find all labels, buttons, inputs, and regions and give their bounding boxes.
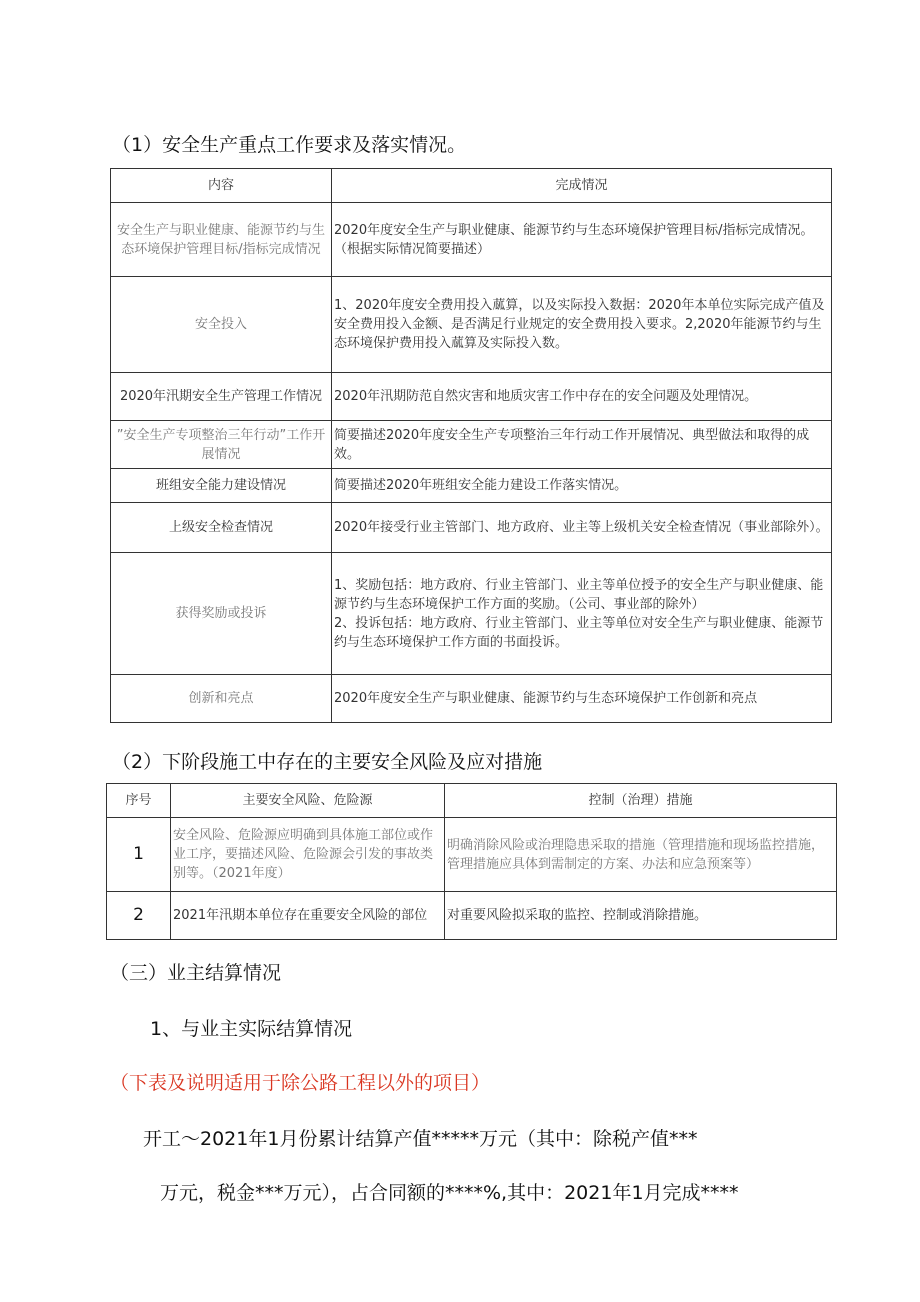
section3-subtitle: 1、与业主实际结算情况 <box>150 1018 353 1040</box>
table-row-item: 获得奖励或投诉 <box>111 553 332 675</box>
safety-work-table <box>110 168 832 723</box>
table-row-item: 安全生产与职业健康、能源节约与生态环境保护管理目标/指标完成情况 <box>111 203 332 277</box>
table-row-no: 2 <box>107 892 171 940</box>
table-header-measure: 控制（治理）措施 <box>445 784 837 818</box>
table-row-status: 1、2020年度安全费用投入蓏算，以及实际投入数据：2020年本单位实际完成产值及安全费用投入金额、是否满足行业规定的安全费用投入要求。2,2020年能源节约与生态环境保护费用投入蓏算及实际投入数。 <box>332 277 832 373</box>
table-row-item: 安全投入 <box>111 277 332 373</box>
table-row-measure: 明确消除风险或治理隐患采取的措施（管理措施和现场监控措施，管理措施应具体到需制定的方案、办法和应急预案等） <box>445 818 837 892</box>
table-row-status <box>332 553 832 675</box>
table-row-measure: 对重要风险拟采取的监控、控制或消除措施。 <box>445 892 837 940</box>
table-row-status: 2020年度安全生产与职业健康、能源节约与生态环境保护工作创新和亮点 <box>332 675 832 723</box>
table-row-no: 1 <box>107 818 171 892</box>
section3-title: （三）业主结算情况 <box>110 962 282 984</box>
table-row-status: 2020年度安全生产与职业健康、能源节约与生态环境保护管理目标/指标完成情况。（根据实际情况简要描述） <box>332 203 832 277</box>
table-row-item: 班组安全能力建设情况 <box>111 469 332 503</box>
table-row-status: 2020年接受行业主管部门、地方政府、业主等上级机关安全检查情况（事业部除外）。 <box>332 503 832 553</box>
settlement-paragraph-line2: 万元，税金***万元），占合同额的****%,其中：2021年1月完成**** <box>160 1182 739 1204</box>
table-row-item: 上级安全检查情况 <box>111 503 332 553</box>
table-row-item: 创新和亮点 <box>111 675 332 723</box>
section1-title: （1）安全生产重点工作要求及落实情况。 <box>112 134 467 156</box>
table-row-risk: 2021年汛期本单位存在重要安全风险的部位 <box>171 892 445 940</box>
settlement-paragraph-line1: 开工〜2021年1月份累计结算产值*****万元（其中：除税产值*** <box>143 1128 698 1150</box>
table-row-status: 简要描述2020年班组安全能力建设工作落实情况。 <box>332 469 832 503</box>
table-header-risk: 主要安全风险、危险源 <box>171 784 445 818</box>
table-header-content: 内容 <box>111 169 332 203</box>
complaint-text: 2、投诉包括：地方政府、行业主管部门、业主等单位对安全生产与职业健康、能源节约与生态环境保护工作方面的书面投诉。 <box>334 615 824 650</box>
table-row-status: 2020年汛期防范自然灾害和地质灾害工作中存在的安全问题及处理情况。 <box>332 373 832 421</box>
risk-table <box>106 783 837 940</box>
table-header-no: 序号 <box>107 784 171 818</box>
table-header-status: 完成情况 <box>332 169 832 203</box>
applicability-note: （下表及说明适用于除公路工程以外的项目） <box>110 1072 491 1094</box>
table-row-item: ”安全生产专项整治三年行动”工作开展情况 <box>111 421 332 469</box>
reward-text: 1、奖励包括：地方政府、行业主管部门、业主等单位授予的安全生产与职业健康、能源节约与生态环境保护工作方面的奖励。（公司、事业部的除外） <box>334 577 824 612</box>
section2-title: （2）下阶段施工中存在的主要安全风险及应对措施 <box>112 751 543 773</box>
table-row-status: 简要描述2020年度安全生产专项整治三年行动工作开展情况、典型做法和取得的成效。 <box>332 421 832 469</box>
table-row-risk: 安全风险、危险源应明确到具体施工部位或作业工序，要描述风险、危险源会引发的事故类别等。（2021年度） <box>171 818 445 892</box>
table-row-item: 2020年汛期安全生产管理工作情况 <box>111 373 332 421</box>
